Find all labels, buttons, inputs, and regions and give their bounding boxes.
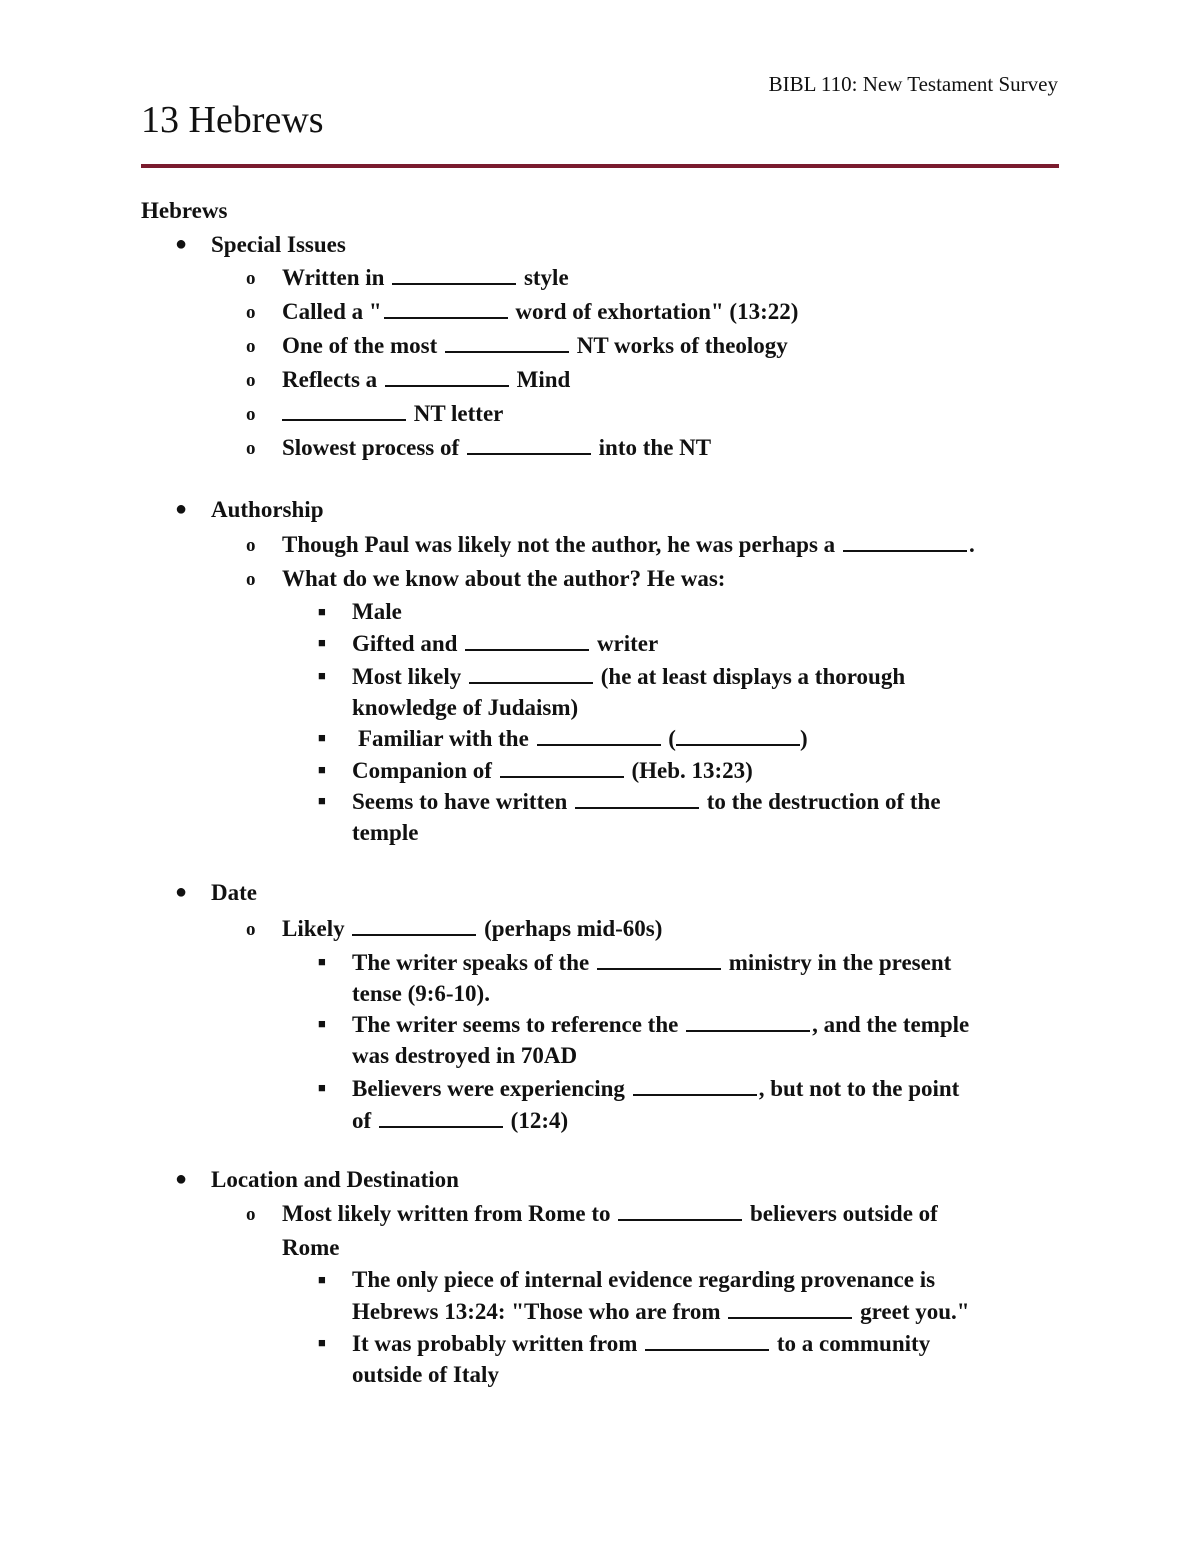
- square-bullet-icon: ■: [318, 1335, 326, 1350]
- square-bullet-icon: ■: [318, 793, 326, 808]
- item-text: Called a ": [282, 299, 382, 324]
- bullet-label: Authorship: [211, 497, 324, 522]
- sub-list-item: [318, 754, 1052, 786]
- fill-in-blank: [686, 1008, 810, 1032]
- circle-bullet-icon: o: [246, 302, 256, 323]
- item-text: One of the most: [282, 333, 438, 358]
- bullet-special-issues: [175, 232, 346, 258]
- fill-in-blank: [467, 431, 591, 455]
- item-text: NT letter: [413, 401, 504, 426]
- fill-in-blank: [385, 363, 509, 387]
- square-bullet-icon: ■: [318, 604, 326, 619]
- item-text: (perhaps mid-60s): [484, 916, 663, 941]
- item-text: Male: [352, 599, 402, 624]
- sub-list-item: [318, 660, 1052, 723]
- fill-in-blank: [633, 1072, 757, 1096]
- square-bullet-icon: ■: [318, 635, 326, 650]
- fill-in-blank: [843, 528, 967, 552]
- item-text: What do we know about the author? He was:: [282, 566, 726, 591]
- fill-in-blank: [352, 912, 476, 936]
- item-text: Written in: [282, 265, 385, 290]
- circle-bullet-icon: o: [246, 569, 256, 590]
- item-text: into the NT: [598, 435, 712, 460]
- list-item: [246, 397, 504, 431]
- fill-in-blank: [645, 1327, 769, 1351]
- square-bullet-icon: ■: [318, 762, 326, 777]
- circle-bullet-icon: o: [246, 438, 256, 459]
- item-text: Hebrews 13:24: "Those who are from: [352, 1299, 721, 1324]
- fill-in-blank: [537, 722, 661, 746]
- item-text: Reflects a: [282, 367, 378, 392]
- circle-bullet-icon: o: [246, 404, 256, 425]
- item-text: Familiar with the: [358, 726, 529, 751]
- fill-in-blank: [392, 261, 516, 285]
- circle-bullet-icon: o: [246, 1204, 256, 1225]
- bullet-icon: ●: [175, 881, 188, 903]
- circle-bullet-icon: o: [246, 370, 256, 391]
- item-text: The writer speaks of the: [352, 950, 590, 975]
- circle-bullet-icon: o: [246, 336, 256, 357]
- list-item: [246, 363, 571, 397]
- bullet-icon: ●: [175, 233, 188, 255]
- list-item: [246, 329, 788, 363]
- item-text: (Heb. 13:23): [631, 758, 753, 783]
- item-text: (12:4): [510, 1108, 569, 1133]
- list-item: [246, 528, 975, 562]
- sub-list-item: [318, 596, 1052, 627]
- fill-in-blank: [575, 785, 699, 809]
- list-item: [246, 261, 569, 295]
- item-text: greet you.": [860, 1299, 970, 1324]
- fill-in-blank: [445, 329, 569, 353]
- course-header: BIBL 110: New Testament Survey: [768, 72, 1058, 96]
- item-text: of: [352, 1108, 372, 1133]
- item-text: Believers were experiencing: [352, 1076, 625, 1101]
- fill-in-blank: [379, 1104, 503, 1128]
- title-divider: [141, 164, 1059, 168]
- item-text: Seems to have written: [352, 789, 568, 814]
- fill-in-blank: [597, 946, 721, 970]
- sub-list-item: [318, 1327, 1052, 1390]
- item-text: Most likely written from Rome to: [282, 1201, 611, 1226]
- sub-list-item: [318, 1072, 1052, 1136]
- item-text: ministry in the present: [728, 950, 952, 975]
- item-text: style: [523, 265, 569, 290]
- fill-in-blank: [465, 627, 589, 651]
- square-bullet-icon: ■: [318, 954, 326, 969]
- circle-bullet-icon: o: [246, 919, 256, 940]
- item-text: (he at least displays a thorough: [600, 664, 906, 689]
- item-text: Mind: [516, 367, 571, 392]
- item-text: Though Paul was likely not the author, he was perhaps a: [282, 532, 836, 557]
- item-text: , and the temple: [812, 1012, 970, 1037]
- item-text: , but not to the point: [758, 1076, 960, 1101]
- square-bullet-icon: ■: [318, 1080, 326, 1095]
- square-bullet-icon: ■: [318, 730, 326, 745]
- list-item: [246, 562, 726, 596]
- item-text: to the destruction of the: [706, 789, 941, 814]
- square-bullet-icon: ■: [318, 1272, 326, 1287]
- item-text: (: [668, 726, 676, 751]
- item-text: .: [968, 532, 975, 557]
- item-text: ): [799, 726, 808, 751]
- sub-list-item: [318, 1008, 1052, 1071]
- item-text: was destroyed in 70AD: [352, 1043, 578, 1068]
- item-text: Most likely: [352, 664, 462, 689]
- item-text: Likely: [282, 916, 345, 941]
- fill-in-blank: [384, 295, 508, 319]
- item-text: Gifted and: [352, 631, 458, 656]
- item-text: The only piece of internal evidence regarding provenance is: [352, 1267, 936, 1292]
- sub-list-item: [318, 785, 1052, 848]
- fill-in-blank: [728, 1295, 852, 1319]
- item-text: Companion of: [352, 758, 492, 783]
- item-text: writer: [596, 631, 659, 656]
- list-item: [246, 295, 799, 329]
- fill-in-blank: [500, 754, 624, 778]
- bullet-label: Date: [211, 880, 257, 905]
- section-heading: Hebrews: [141, 198, 228, 223]
- list-item: [246, 431, 712, 465]
- square-bullet-icon: ■: [318, 1016, 326, 1031]
- bullet-icon: ●: [175, 498, 188, 520]
- fill-in-blank: [676, 722, 800, 746]
- item-text: to a community: [776, 1331, 931, 1356]
- sub-list-item: [318, 946, 1052, 1009]
- item-text: tense (9:6-10).: [352, 981, 490, 1006]
- item-text: Slowest process of: [282, 435, 460, 460]
- page-title: 13 Hebrews: [141, 99, 324, 141]
- bullet-label: Special Issues: [211, 232, 346, 257]
- bullet-authorship: [175, 497, 324, 523]
- item-text: knowledge of Judaism): [352, 695, 579, 720]
- circle-bullet-icon: o: [246, 268, 256, 289]
- item-text: The writer seems to reference the: [352, 1012, 679, 1037]
- bullet-icon: ●: [175, 1168, 188, 1190]
- fill-in-blank: [618, 1197, 742, 1221]
- square-bullet-icon: ■: [318, 668, 326, 683]
- item-text: NT works of theology: [576, 333, 788, 358]
- fill-in-blank: [469, 660, 593, 684]
- item-text: temple: [352, 820, 419, 845]
- circle-bullet-icon: o: [246, 535, 256, 556]
- bullet-date: [175, 880, 257, 906]
- item-text: Rome: [282, 1235, 340, 1260]
- item-text: outside of Italy: [352, 1362, 499, 1387]
- sub-list-item: [318, 627, 1052, 659]
- item-text: word of exhortation" (13:22): [515, 299, 799, 324]
- list-item: [246, 912, 663, 946]
- fill-in-blank: [282, 397, 406, 421]
- bullet-label: Location and Destination: [211, 1167, 459, 1192]
- sub-list-item: [318, 722, 1052, 754]
- sub-list-item: [318, 1264, 1052, 1327]
- item-text: believers outside of: [750, 1201, 938, 1226]
- item-text: It was probably written from: [352, 1331, 638, 1356]
- list-item: [246, 1197, 1032, 1265]
- bullet-location: [175, 1167, 459, 1193]
